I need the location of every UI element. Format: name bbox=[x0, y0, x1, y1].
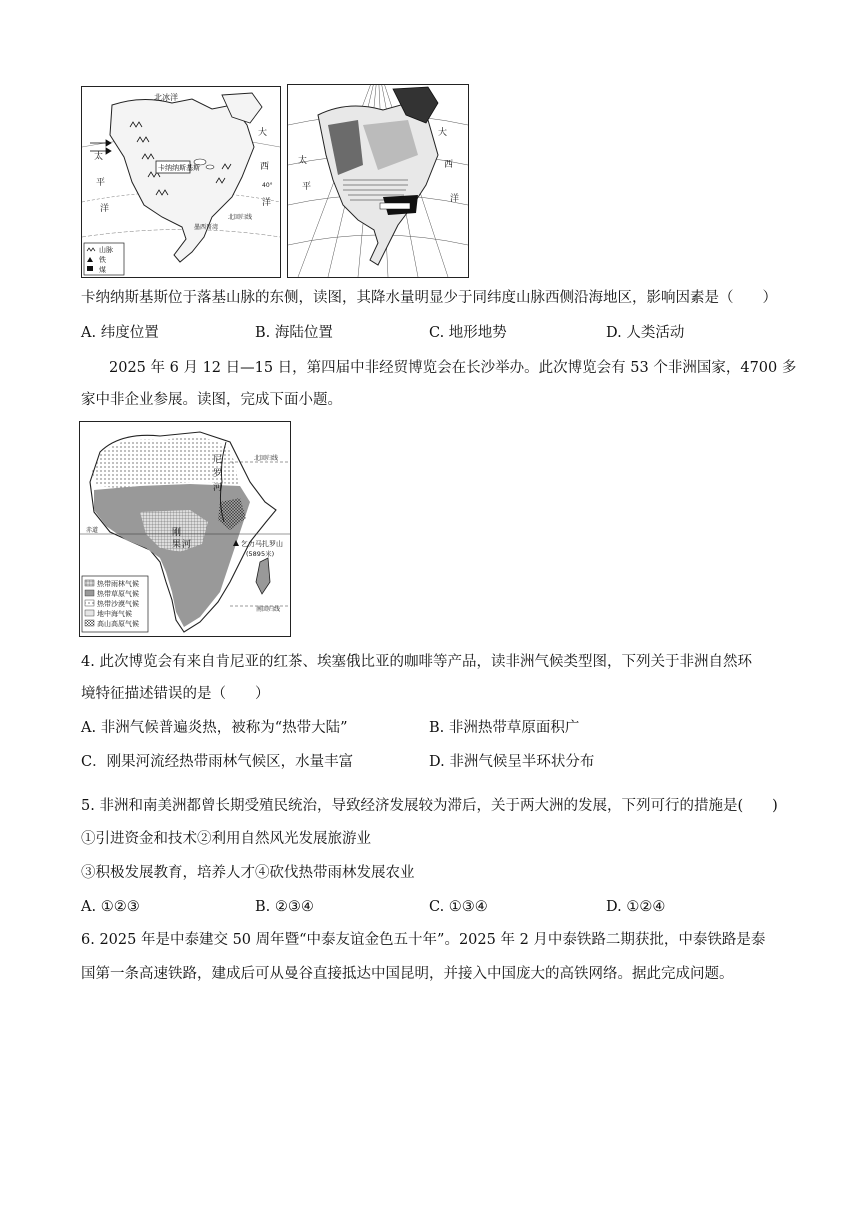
q4-line-2: 境特征描述错误的是（ ） bbox=[81, 686, 270, 702]
north-america-terrain-svg bbox=[82, 87, 280, 277]
intro-line-2: 家中非企业参展。读图，完成下面小题。 bbox=[81, 392, 342, 408]
legend-rainforest-swatch bbox=[85, 580, 94, 586]
q3-option-a[interactable]: A. 纬度位置 bbox=[81, 325, 159, 341]
q3-option-d[interactable]: D. 人类活动 bbox=[606, 325, 685, 341]
map1-legend-mountain: 山脉 bbox=[99, 246, 113, 254]
map1-label-lat40: 40° bbox=[262, 182, 273, 189]
legend-highland-swatch bbox=[85, 620, 94, 626]
africa-legend-3: 热带沙漠气候 bbox=[97, 600, 139, 608]
africa-label-congo-1: 刚 bbox=[172, 528, 182, 538]
q6-line-2: 国第一条高速铁路，建成后可从曼谷直接抵达中国昆明，并接入中国庞大的高铁网络。据此完成问题。 bbox=[81, 966, 734, 982]
q5-line-3: ③积极发展教育，培养人才④砍伐热带雨林发展农业 bbox=[81, 865, 415, 881]
q5-line-1: 5. 非洲和南美洲都曾长期受殖民统治，导致经济发展较为滞后，关于两大洲的发展，下列可行的措施是( ) bbox=[81, 798, 778, 814]
q4-option-a[interactable]: A. 非洲气候普遍炎热，被称为“热带大陆” bbox=[81, 720, 348, 736]
map1-label-region: 卡纳纳斯基斯 bbox=[158, 164, 200, 172]
q5-line-2: ①引进资金和技术②利用自然风光发展旅游业 bbox=[81, 831, 371, 847]
north-america-climate-svg bbox=[288, 85, 468, 277]
q4-option-d[interactable]: D. 非洲气候呈半环状分布 bbox=[429, 754, 595, 770]
africa-label-south-tropic: 南回归线 bbox=[256, 606, 281, 613]
africa-climate-svg bbox=[80, 422, 290, 636]
map2-label-flat: 平 bbox=[302, 182, 312, 192]
intro-line-1: 2025 年 6 月 12 日—15 日，第四届中非经贸博览会在长沙举办。此次博览会有 53 个非洲国家，4700 多 bbox=[109, 360, 797, 376]
map2-label-big: 大 bbox=[438, 128, 448, 138]
q5-option-b[interactable]: B. ②③④ bbox=[255, 899, 314, 915]
map1-legend-coal: 煤 bbox=[99, 266, 106, 274]
africa-label-nile-1: 尼 bbox=[213, 455, 223, 465]
legend-mediterranean-swatch bbox=[85, 610, 94, 616]
q5-option-d[interactable]: D. ①②④ bbox=[606, 899, 666, 915]
map1-label-atlantic-2: 西 bbox=[260, 162, 270, 172]
map1-label-pacific-2: 平 bbox=[96, 178, 106, 188]
map1-label-atlantic-3: 洋 bbox=[262, 198, 272, 208]
q4-option-b[interactable]: B. 非洲热带草原面积广 bbox=[429, 720, 580, 736]
africa-label-kilimanjaro: 乞力马扎罗山 bbox=[241, 540, 283, 548]
map1-label-atlantic-1: 大 bbox=[258, 128, 268, 138]
africa-climate-map bbox=[79, 421, 291, 637]
map2-label-pacific: 太 bbox=[298, 156, 308, 166]
q4-line-1: 4. 此次博览会有来自肯尼亚的红茶、埃塞俄比亚的咖啡等产品，读非洲气候类型图，下列关于非洲自然环 bbox=[81, 654, 752, 670]
map2-label-west: 西 bbox=[444, 160, 454, 170]
africa-label-nile-2: 罗 bbox=[213, 469, 223, 479]
africa-label-kilimanjaro-height: (5895米) bbox=[246, 550, 275, 558]
map1-label-pacific-3: 洋 bbox=[100, 204, 110, 214]
map1-label-tropic: 北回归线 bbox=[228, 214, 253, 221]
legend-desert-swatch bbox=[85, 600, 94, 606]
q3-option-b[interactable]: B. 海陆位置 bbox=[255, 325, 333, 341]
africa-legend-1: 热带雨林气候 bbox=[97, 580, 139, 588]
q6-line-1: 6. 2025 年是中泰建交 50 周年暨“中泰友谊金色五十年”。2025 年 2 月中泰铁路二期获批，中泰铁路是泰 bbox=[81, 932, 766, 948]
north-america-terrain-map bbox=[81, 86, 281, 278]
map1-label-pacific-1: 太 bbox=[94, 152, 104, 162]
north-america-climate-map bbox=[287, 84, 469, 278]
africa-label-congo-2: 果 bbox=[172, 540, 182, 550]
q4-option-c[interactable]: C．刚果河流经热带雨林气候区，水量丰富 bbox=[81, 754, 354, 770]
map1-legend-iron: 铁 bbox=[99, 256, 106, 264]
legend-savanna-swatch bbox=[85, 590, 94, 596]
africa-label-nile-3: 河 bbox=[213, 483, 223, 493]
africa-label-congo-3: 河 bbox=[182, 540, 192, 550]
q5-option-c[interactable]: C. ①③④ bbox=[429, 899, 488, 915]
africa-legend-5: 高山高原气候 bbox=[97, 620, 139, 628]
africa-label-equator: 赤道 bbox=[86, 527, 99, 534]
africa-legend-2: 热带草原气候 bbox=[97, 590, 139, 598]
africa-label-north-tropic: 北回归线 bbox=[254, 455, 279, 462]
q3-stem: 卡纳纳斯基斯位于落基山脉的东侧，读图，其降水量明显少于同纬度山脉西侧沿海地区，影响因素是（ ） bbox=[81, 290, 777, 306]
map2-label-ocean: 洋 bbox=[450, 194, 460, 204]
africa-legend-4: 地中海气候 bbox=[97, 610, 132, 618]
map1-label-mexico-gulf: 墨西哥湾 bbox=[194, 224, 219, 231]
q5-option-a[interactable]: A. ①②③ bbox=[81, 899, 140, 915]
q3-option-c[interactable]: C. 地形地势 bbox=[429, 325, 507, 341]
coal-legend-icon bbox=[87, 266, 93, 271]
map1-label-arctic: 北冰洋 bbox=[154, 93, 178, 102]
